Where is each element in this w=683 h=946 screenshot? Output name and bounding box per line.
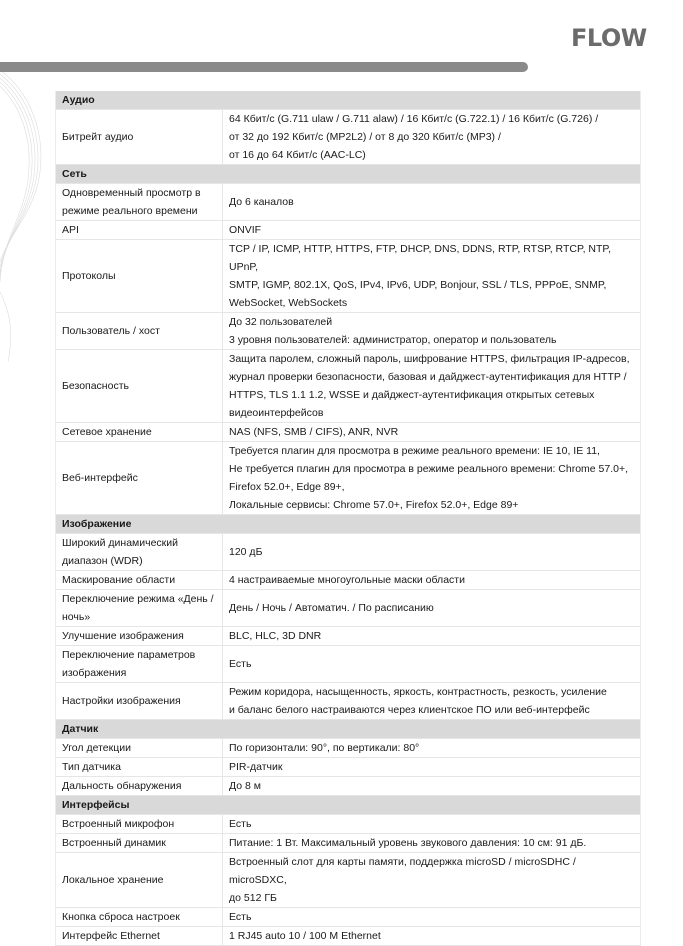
spec-value-line: до 512 ГБ xyxy=(229,892,277,904)
table-row xyxy=(56,627,641,646)
specifications-table xyxy=(55,91,641,946)
flow-logo: FLOW xyxy=(571,24,647,52)
header-bar xyxy=(0,62,528,72)
spec-label: Широкий динамический диапазон (WDR) xyxy=(56,534,223,571)
spec-label: Веб-интерфейс xyxy=(56,442,223,515)
table-row xyxy=(56,423,641,442)
spec-value xyxy=(223,184,641,221)
table-row xyxy=(56,534,641,571)
spec-value xyxy=(223,423,641,442)
spec-value xyxy=(223,240,641,313)
table-row xyxy=(56,739,641,758)
spec-value-line: TCP / IP, ICMP, HTTP, HTTPS, FTP, DHCP, DNS, DDNS, RTP, RTSP, RTCP, NTP, UPnP, xyxy=(229,243,611,273)
spec-label: Переключение режима «День / ночь» xyxy=(56,590,223,627)
spec-value xyxy=(223,221,641,240)
spec-value xyxy=(223,590,641,627)
section-title: Датчик xyxy=(56,720,641,739)
spec-value-line: 4 настраиваемые многоугольные маски области xyxy=(229,574,465,586)
spec-value-line: Требуется плагин для просмотра в режиме реального времени: IE 10, IE 11, xyxy=(229,445,600,457)
table-row xyxy=(56,240,641,313)
decorative-swoosh-graphic xyxy=(0,62,60,382)
spec-value xyxy=(223,683,641,720)
spec-value-line: До 32 пользователей xyxy=(229,316,333,328)
spec-label: Переключение параметров изображения xyxy=(56,646,223,683)
spec-label: Угол детекции xyxy=(56,739,223,758)
spec-value-line: Firefox 52.0+, Edge 89+, xyxy=(229,481,345,493)
spec-value xyxy=(223,534,641,571)
spec-value-line: PIR-датчик xyxy=(229,761,283,773)
table-row xyxy=(56,350,641,423)
spec-label: Тип датчика xyxy=(56,758,223,777)
spec-label: Битрейт аудио xyxy=(56,110,223,165)
spec-value xyxy=(223,350,641,423)
spec-value-line: 3 уровня пользователей: администратор, оператор и пользователь xyxy=(229,334,557,346)
table-row xyxy=(56,777,641,796)
spec-label: Сетевое хранение xyxy=(56,423,223,442)
spec-value-line: журнал проверки безопасности, базовая и дайджест-аутентификация для HTTP / xyxy=(229,371,627,383)
spec-value-line: и баланс белого настраиваются через клиентское ПО или веб-интерфейс xyxy=(229,704,590,716)
spec-value-line: HTTPS, TLS 1.1 1.2, WSSE и дайджест-аутентификация открытых сетевых xyxy=(229,389,595,401)
spec-value xyxy=(223,815,641,834)
table-row xyxy=(56,313,641,350)
spec-value-line: До 6 каналов xyxy=(229,196,294,208)
spec-value-line: NAS (NFS, SMB / CIFS), ANR, NVR xyxy=(229,426,399,438)
spec-value-line: от 16 до 64 Кбит/с (AAC-LC) xyxy=(229,149,366,161)
spec-value xyxy=(223,739,641,758)
table-row xyxy=(56,758,641,777)
spec-value xyxy=(223,313,641,350)
spec-value-line: SMTP, IGMP, 802.1X, QoS, IPv4, IPv6, UDP, Bonjour, SSL / TLS, PPPoE, SNMP, xyxy=(229,279,607,291)
spec-value-line: от 32 до 192 Кбит/с (MP2L2) / от 8 до 320 Кбит/с (MP3) / xyxy=(229,131,501,143)
spec-value xyxy=(223,646,641,683)
spec-value xyxy=(223,110,641,165)
spec-label: Кнопка сброса настроек xyxy=(56,908,223,927)
spec-label: Дальность обнаружения xyxy=(56,777,223,796)
spec-label: Локальное хранение xyxy=(56,853,223,908)
spec-value-line: Режим коридора, насыщенность, яркость, контрастность, резкость, усиление xyxy=(229,686,607,698)
table-row xyxy=(56,571,641,590)
spec-value-line: видеоинтерфейсов xyxy=(229,407,324,419)
spec-value-line: Встроенный слот для карты памяти, поддержка microSD / microSDHC / microSDXC, xyxy=(229,856,576,886)
spec-value-line: Не требуется плагин для просмотра в режиме реального времени: Chrome 57.0+, xyxy=(229,463,629,475)
spec-value-line: Питание: 1 Вт. Максимальный уровень звукового давления: 10 см: 91 дБ. xyxy=(229,837,587,849)
spec-label: Пользователь / хост xyxy=(56,313,223,350)
spec-value xyxy=(223,777,641,796)
spec-value-line: 64 Кбит/с (G.711 ulaw / G.711 alaw) / 16 Кбит/с (G.722.1) / 16 Кбит/с (G.726) / xyxy=(229,113,599,125)
spec-value-line: WebSocket, WebSockets xyxy=(229,297,348,309)
table-row xyxy=(56,590,641,627)
spec-value-line: Есть xyxy=(229,911,252,923)
section-header xyxy=(56,165,641,184)
spec-value xyxy=(223,834,641,853)
spec-value-line: По горизонтали: 90°, по вертикали: 80° xyxy=(229,742,420,754)
section-header xyxy=(56,515,641,534)
table-row xyxy=(56,646,641,683)
spec-label: Протоколы xyxy=(56,240,223,313)
section-header xyxy=(56,796,641,815)
spec-value xyxy=(223,571,641,590)
spec-value-line: Есть xyxy=(229,658,252,670)
section-title: Сеть xyxy=(56,165,641,184)
table-row xyxy=(56,221,641,240)
spec-value-line: До 8 м xyxy=(229,780,261,792)
spec-value-line: Защита паролем, сложный пароль, шифрование HTTPS, фильтрация IP-адресов, xyxy=(229,353,630,365)
spec-value-line: Есть xyxy=(229,818,252,830)
spec-value xyxy=(223,627,641,646)
spec-value-line: BLC, HLC, 3D DNR xyxy=(229,630,322,642)
spec-value-line: Локальные сервисы: Chrome 57.0+, Firefox 52.0+, Edge 89+ xyxy=(229,499,519,511)
table-row xyxy=(56,683,641,720)
table-row xyxy=(56,110,641,165)
spec-value-line: ONVIF xyxy=(229,224,262,236)
spec-value-line: 1 RJ45 auto 10 / 100 M Ethernet xyxy=(229,930,381,942)
spec-label: Встроенный микрофон xyxy=(56,815,223,834)
table-row xyxy=(56,908,641,927)
table-row xyxy=(56,184,641,221)
spec-value xyxy=(223,927,641,946)
section-title: Аудио xyxy=(56,91,641,110)
spec-value xyxy=(223,908,641,927)
spec-label: Одновременный просмотр в режиме реального времени xyxy=(56,184,223,221)
section-title: Интерфейсы xyxy=(56,796,641,815)
table-row xyxy=(56,815,641,834)
spec-value xyxy=(223,853,641,908)
table-row xyxy=(56,834,641,853)
spec-label: Встроенный динамик xyxy=(56,834,223,853)
spec-value xyxy=(223,758,641,777)
table-row xyxy=(56,927,641,946)
table-row xyxy=(56,853,641,908)
spec-label: API xyxy=(56,221,223,240)
spec-label: Настройки изображения xyxy=(56,683,223,720)
section-title: Изображение xyxy=(56,515,641,534)
spec-value xyxy=(223,442,641,515)
spec-label: Интерфейс Ethernet xyxy=(56,927,223,946)
table-row xyxy=(56,442,641,515)
section-header xyxy=(56,91,641,110)
section-header xyxy=(56,720,641,739)
spec-value-line: 120 дБ xyxy=(229,546,263,558)
spec-value-line: День / Ночь / Автоматич. / По расписанию xyxy=(229,602,434,614)
spec-label: Безопасность xyxy=(56,350,223,423)
spec-label: Маскирование области xyxy=(56,571,223,590)
spec-label: Улучшение изображения xyxy=(56,627,223,646)
